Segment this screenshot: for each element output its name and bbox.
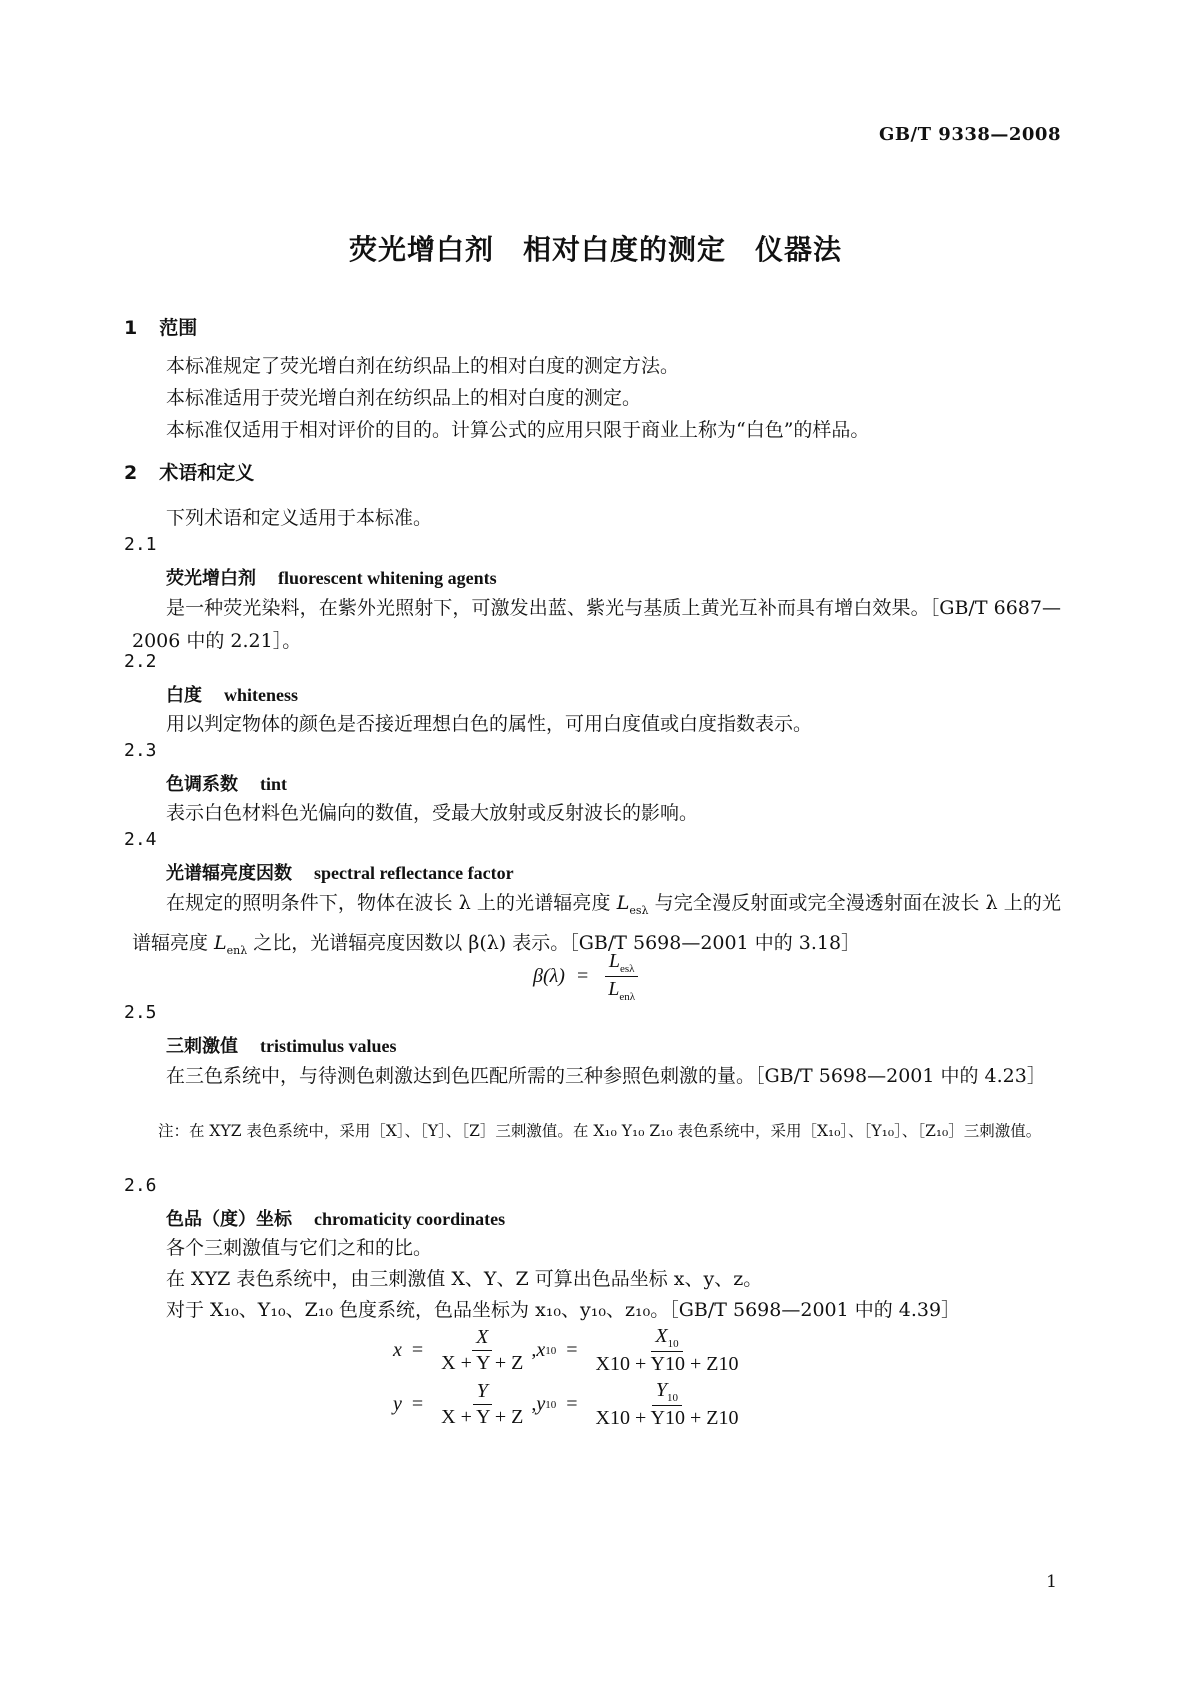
term-definition: 在规定的照明条件下，物体在波长 λ 上的光谱辐亮度 $L_{es\lambda}$ 与完全漫反射面或完全漫透射面在波长 λ 上的光谱辐亮度 $L_{en\lambda}$ 之比，光谱辐亮度因数以 β(λ) 表示。［GB/T 5698—2001 中的 3.18］ [132, 892, 1061, 957]
paragraph: 下列术语和定义适用于本标准。 [166, 507, 433, 529]
note: 注：在 XYZ 表色系统中，采用［X］、［Y］、［Z］三刺激值。在 X₁₀ Y₁₀ Z₁₀ 表色系统中，采用［X₁₀］、［Y₁₀］、［Z₁₀］三刺激值。 [158, 1122, 1042, 1140]
section-title: 术语和定义 [159, 462, 255, 484]
formula-lhs: β(λ) [533, 965, 565, 987]
paragraph: 在 XYZ 表色系统中，由三刺激值 X、Y、Z 可算出色品坐标 x、y、z。 [166, 1268, 763, 1290]
term-definition: 在三色系统中，与待测色刺激达到色匹配所需的三种参照色刺激的量。［GB/T 5698—2001 中的 4.23］ [166, 1065, 1046, 1087]
term-definition: 表示白色材料色光偏向的数值，受最大放射或反射波长的影响。 [166, 802, 699, 824]
section-title: 范围 [159, 317, 198, 339]
term-heading [166, 770, 287, 796]
paragraph: 本标准规定了荧光增白剂在纺织品上的相对白度的测定方法。 [166, 355, 680, 377]
term-en: spectral reflectance factor [314, 863, 514, 883]
term-zh: 荧光增白剂 [166, 568, 256, 589]
paragraph: 本标准仅适用于相对评价的目的。计算公式的应用只限于商业上称为“白色”的样品。 [166, 419, 870, 441]
term-en: tristimulus values [260, 1036, 397, 1056]
paragraph: 各个三刺激值与它们之和的比。 [166, 1237, 433, 1259]
term-heading [166, 1205, 505, 1231]
term-en: fluorescent whitening agents [278, 568, 497, 588]
term-zh: 三刺激值 [166, 1036, 238, 1057]
page-number: 1 [1046, 1572, 1057, 1592]
term-heading [166, 564, 497, 590]
term-number: 2.2 [124, 651, 157, 672]
term-heading [166, 1032, 397, 1058]
term-number: 2.6 [124, 1175, 157, 1196]
term-zh: 光谱辐亮度因数 [166, 863, 292, 884]
page-title: 荧光增白剂 相对白度的测定 仪器法 [348, 233, 842, 266]
term-zh: 色调系数 [166, 774, 238, 795]
term-zh: 色品（度）坐标 [166, 1209, 292, 1230]
term-number: 2.5 [124, 1002, 157, 1023]
paragraph: 对于 X₁₀、Y₁₀、Z₁₀ 色度系统，色品坐标为 x₁₀、y₁₀、z₁₀。［GB/T 5698—2001 中的 4.39］ [166, 1299, 961, 1321]
paragraph: 本标准适用于荧光增白剂在纺织品上的相对白度的测定。 [166, 387, 642, 409]
formula-y: y = $\frac{Y}{X + Y + Z}$ , y 10 = $\frac{Y_{10}}{X10 + Y10 + Z10}$ [393, 1379, 739, 1429]
formula-beta: β(λ) = $\frac{L_{es\lambda}}{L_{en\lambda}}$ [533, 950, 643, 1003]
term-heading [166, 859, 514, 885]
formula-x: x = $\frac{X}{X + Y + Z}$ , x 10 = $\frac{X_{10}}{X10 + Y10 + Z10}$ [393, 1325, 739, 1375]
section-number: 2 [124, 462, 138, 484]
term-heading [166, 681, 298, 707]
term-definition: 是一种荧光染料，在紫外光照射下，可激发出蓝、紫光与基质上黄光互补而具有增白效果。［GB/T 6687—2006 中的 2.21］。 [132, 597, 1061, 652]
section-number: 1 [124, 317, 138, 339]
term-definition: 用以判定物体的颜色是否接近理想白色的属性，可用白度值或白度指数表示。 [166, 713, 813, 735]
term-en: tint [260, 774, 287, 794]
standard-number: GB/T 9338—2008 [878, 124, 1061, 145]
term-number: 2.3 [124, 740, 157, 761]
section-2-heading [124, 458, 254, 485]
formula-fraction: $\frac{L_{es\lambda}}{L_{en\lambda}}$ [604, 950, 639, 1003]
term-en: chromaticity coordinates [314, 1209, 506, 1229]
term-number: 2.4 [124, 829, 157, 850]
term-number: 2.1 [124, 534, 157, 555]
section-1-heading [124, 313, 197, 340]
term-en: whiteness [224, 685, 299, 705]
term-zh: 白度 [166, 685, 202, 706]
